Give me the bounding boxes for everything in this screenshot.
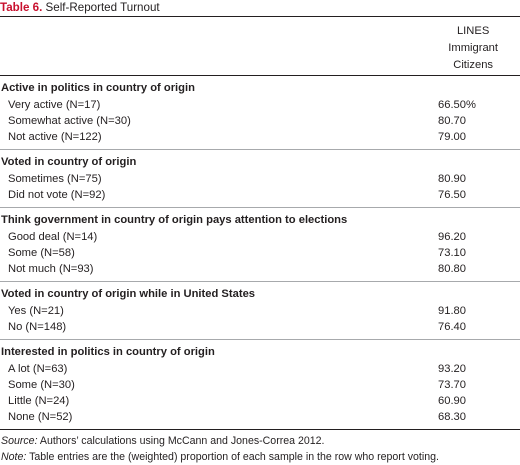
table-section (0, 207, 520, 281)
source-label: Source: (1, 435, 38, 447)
row-label: None (N=52) (8, 411, 73, 423)
row-value: 79.00 (438, 131, 466, 143)
table-number: Table 6. (0, 1, 43, 14)
table-section (0, 76, 520, 149)
source-note (1, 433, 520, 449)
section-heading: Voted in country of origin (1, 156, 137, 168)
row-value: 80.80 (438, 263, 466, 275)
row-value: 73.70 (438, 379, 466, 391)
table-notes (0, 430, 520, 465)
table-section (0, 149, 520, 207)
section-heading: Interested in politics in country of origin (1, 346, 215, 358)
row-value: 80.70 (438, 115, 466, 127)
row-label: Very active (N=17) (8, 99, 101, 111)
source-text: Authors’ calculations using McCann and Jones-Correa 2012. (37, 435, 325, 447)
row-value: 66.50% (438, 99, 476, 111)
table-row (0, 113, 520, 129)
table-row (0, 319, 520, 335)
row-label: Some (N=30) (8, 379, 75, 391)
table-title-text: Self-Reported Turnout (45, 1, 160, 14)
row-label: Not active (N=122) (8, 131, 102, 143)
row-value: 60.90 (438, 395, 466, 407)
row-label: A lot (N=63) (8, 363, 68, 375)
row-value: 80.90 (438, 173, 466, 185)
row-value: 76.40 (438, 321, 466, 333)
section-heading: Voted in country of origin while in United States (1, 288, 256, 300)
column-header-line-2: Immigrant (448, 42, 498, 54)
section-heading: Think government in country of origin pays attention to elections (1, 214, 348, 226)
table-title (0, 0, 520, 17)
table-row (0, 377, 520, 393)
table-row (0, 187, 520, 203)
column-header-line-1: LINES (456, 25, 490, 37)
note-text: Table entries are the (weighted) proportion of each sample in the row who report voting. (26, 451, 439, 463)
row-label: Not much (N=93) (8, 263, 94, 275)
table-row (0, 171, 520, 187)
table-row (0, 393, 520, 409)
row-value: 73.10 (438, 247, 466, 259)
row-label: Yes (N=21) (8, 305, 64, 317)
row-value: 68.30 (438, 411, 466, 423)
row-label: Sometimes (N=75) (8, 173, 102, 185)
column-header-line-3: Citizens (453, 59, 494, 71)
note-label: Note: (1, 451, 27, 463)
table-note (1, 449, 520, 465)
column-header-text (448, 23, 498, 74)
table-row (0, 245, 520, 261)
table-row (0, 303, 520, 319)
table-row (0, 129, 520, 145)
row-value: 76.50 (438, 189, 466, 201)
table-row (0, 97, 520, 113)
column-header (0, 17, 520, 75)
row-label: Some (N=58) (8, 247, 75, 259)
row-label: Somewhat active (N=30) (8, 115, 131, 127)
table-row (0, 361, 520, 377)
row-label: Good deal (N=14) (8, 231, 98, 243)
row-value: 91.80 (438, 305, 466, 317)
row-label: Little (N=24) (8, 395, 70, 407)
table-row (0, 409, 520, 425)
row-value: 93.20 (438, 363, 466, 375)
table-section (0, 281, 520, 339)
table-section (0, 339, 520, 429)
row-label: No (N=148) (8, 321, 67, 333)
row-label: Did not vote (N=92) (8, 189, 106, 201)
row-value: 96.20 (438, 231, 466, 243)
table-row (0, 229, 520, 245)
table-row (0, 261, 520, 277)
section-heading: Active in politics in country of origin (1, 82, 195, 94)
table-body (0, 76, 520, 429)
turnout-table (0, 16, 520, 465)
